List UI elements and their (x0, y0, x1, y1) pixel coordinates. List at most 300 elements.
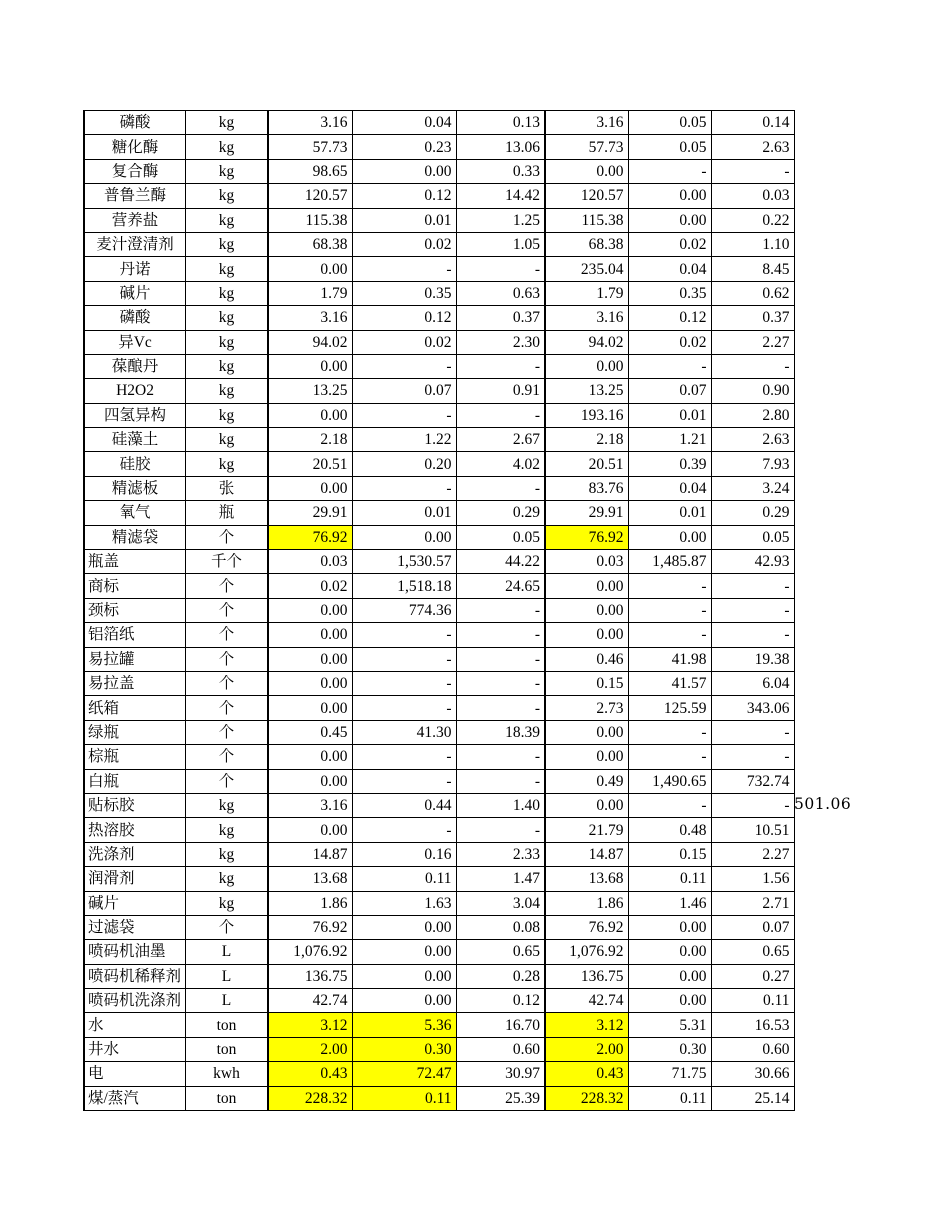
value-cell[interactable]: 0.60 (456, 1037, 545, 1061)
value-cell[interactable]: - (456, 647, 545, 671)
item-name-cell[interactable]: 润滑剂 (84, 867, 186, 891)
value-cell[interactable]: 1.63 (352, 891, 456, 915)
value-cell[interactable]: 0.00 (628, 184, 711, 208)
unit-cell[interactable]: 个 (186, 598, 269, 622)
item-name-cell[interactable]: 碱片 (84, 891, 186, 915)
value-cell[interactable]: - (628, 793, 711, 817)
value-cell[interactable]: - (352, 647, 456, 671)
unit-cell[interactable]: kg (186, 403, 269, 427)
value-cell[interactable]: 0.33 (456, 159, 545, 183)
value-cell[interactable]: 0.03 (268, 550, 352, 574)
item-name-cell[interactable]: 白瓶 (84, 769, 186, 793)
unit-cell[interactable]: L (186, 964, 269, 988)
value-cell[interactable]: - (628, 623, 711, 647)
value-cell[interactable]: 3.16 (268, 306, 352, 330)
value-cell[interactable]: 136.75 (268, 964, 352, 988)
item-name-cell[interactable]: 糖化酶 (84, 135, 186, 159)
value-cell[interactable]: 2.18 (545, 428, 628, 452)
value-cell[interactable]: 2.00 (268, 1037, 352, 1061)
value-cell[interactable]: 0.49 (545, 769, 628, 793)
value-cell[interactable]: - (711, 720, 794, 744)
unit-cell[interactable]: kg (186, 306, 269, 330)
item-name-cell[interactable]: 热溶胶 (84, 818, 186, 842)
value-cell[interactable]: 2.73 (545, 696, 628, 720)
unit-cell[interactable]: ton (186, 1086, 269, 1110)
value-cell[interactable]: 0.08 (456, 915, 545, 939)
value-cell[interactable]: 0.05 (456, 525, 545, 549)
item-name-cell[interactable]: 磷酸 (84, 306, 186, 330)
item-name-cell[interactable]: 商标 (84, 574, 186, 598)
value-cell[interactable]: 0.11 (628, 1086, 711, 1110)
value-cell[interactable]: 30.97 (456, 1062, 545, 1086)
value-cell[interactable]: 1,485.87 (628, 550, 711, 574)
item-name-cell[interactable]: 铝箔纸 (84, 623, 186, 647)
value-cell[interactable]: 3.24 (711, 476, 794, 500)
value-cell[interactable]: 0.00 (545, 159, 628, 183)
item-name-cell[interactable]: 碱片 (84, 281, 186, 305)
item-name-cell[interactable]: 绿瓶 (84, 720, 186, 744)
value-cell[interactable]: 774.36 (352, 598, 456, 622)
value-cell[interactable]: 0.13 (456, 111, 545, 135)
unit-cell[interactable]: 个 (186, 769, 269, 793)
value-cell[interactable]: 0.02 (628, 330, 711, 354)
value-cell[interactable]: 0.01 (352, 501, 456, 525)
unit-cell[interactable]: 个 (186, 647, 269, 671)
unit-cell[interactable]: kg (186, 842, 269, 866)
value-cell[interactable]: 25.39 (456, 1086, 545, 1110)
value-cell[interactable]: 1.79 (545, 281, 628, 305)
value-cell[interactable]: - (352, 623, 456, 647)
unit-cell[interactable]: 个 (186, 915, 269, 939)
value-cell[interactable]: - (711, 745, 794, 769)
value-cell[interactable]: 0.00 (268, 647, 352, 671)
value-cell[interactable]: 1.21 (628, 428, 711, 452)
value-cell[interactable]: 0.04 (352, 111, 456, 135)
value-cell[interactable]: 0.01 (628, 403, 711, 427)
value-cell[interactable]: 71.75 (628, 1062, 711, 1086)
value-cell[interactable]: 4.02 (456, 452, 545, 476)
value-cell[interactable]: 2.67 (456, 428, 545, 452)
value-cell[interactable]: 0.65 (456, 940, 545, 964)
value-cell[interactable]: 0.00 (268, 403, 352, 427)
value-cell[interactable]: - (352, 671, 456, 695)
value-cell[interactable]: - (711, 159, 794, 183)
item-name-cell[interactable]: 磷酸 (84, 111, 186, 135)
value-cell[interactable]: 0.00 (545, 623, 628, 647)
value-cell[interactable]: - (456, 476, 545, 500)
value-cell[interactable]: 193.16 (545, 403, 628, 427)
value-cell[interactable]: 83.76 (545, 476, 628, 500)
value-cell[interactable]: 0.16 (352, 842, 456, 866)
value-cell[interactable]: 0.00 (545, 793, 628, 817)
value-cell[interactable]: - (628, 159, 711, 183)
value-cell[interactable]: - (628, 574, 711, 598)
value-cell[interactable]: 0.30 (352, 1037, 456, 1061)
item-name-cell[interactable]: 喷码机稀释剂 (84, 964, 186, 988)
value-cell[interactable]: 14.42 (456, 184, 545, 208)
value-cell[interactable]: 1.86 (545, 891, 628, 915)
value-cell[interactable]: 0.02 (268, 574, 352, 598)
value-cell[interactable]: 0.22 (711, 208, 794, 232)
value-cell[interactable]: 72.47 (352, 1062, 456, 1086)
unit-cell[interactable]: 瓶 (186, 501, 269, 525)
value-cell[interactable]: 1,530.57 (352, 550, 456, 574)
value-cell[interactable]: 0.29 (711, 501, 794, 525)
unit-cell[interactable]: L (186, 940, 269, 964)
value-cell[interactable]: 0.00 (352, 989, 456, 1013)
item-name-cell[interactable]: H2O2 (84, 379, 186, 403)
value-cell[interactable]: 0.44 (352, 793, 456, 817)
value-cell[interactable]: 0.01 (628, 501, 711, 525)
value-cell[interactable]: 24.65 (456, 574, 545, 598)
value-cell[interactable]: 57.73 (268, 135, 352, 159)
value-cell[interactable]: 76.92 (545, 525, 628, 549)
value-cell[interactable]: 0.63 (456, 281, 545, 305)
value-cell[interactable]: 0.43 (545, 1062, 628, 1086)
unit-cell[interactable]: kg (186, 330, 269, 354)
item-name-cell[interactable]: 四氢异构 (84, 403, 186, 427)
value-cell[interactable]: 0.00 (268, 623, 352, 647)
value-cell[interactable]: 13.68 (268, 867, 352, 891)
unit-cell[interactable]: kg (186, 818, 269, 842)
value-cell[interactable]: 2.30 (456, 330, 545, 354)
value-cell[interactable]: 0.20 (352, 452, 456, 476)
value-cell[interactable]: 0.11 (628, 867, 711, 891)
unit-cell[interactable]: kg (186, 257, 269, 281)
value-cell[interactable]: 2.71 (711, 891, 794, 915)
value-cell[interactable]: - (456, 769, 545, 793)
value-cell[interactable]: - (352, 403, 456, 427)
value-cell[interactable]: 0.60 (711, 1037, 794, 1061)
value-cell[interactable]: 0.12 (628, 306, 711, 330)
value-cell[interactable]: 3.12 (545, 1013, 628, 1037)
value-cell[interactable]: 0.23 (352, 135, 456, 159)
value-cell[interactable]: 0.00 (352, 940, 456, 964)
value-cell[interactable]: 20.51 (545, 452, 628, 476)
value-cell[interactable]: 0.04 (628, 476, 711, 500)
value-cell[interactable]: 228.32 (545, 1086, 628, 1110)
value-cell[interactable]: 0.03 (545, 550, 628, 574)
value-cell[interactable]: 0.11 (711, 989, 794, 1013)
item-name-cell[interactable]: 硅藻土 (84, 428, 186, 452)
value-cell[interactable]: - (352, 769, 456, 793)
item-name-cell[interactable]: 麦汁澄清剂 (84, 232, 186, 256)
item-name-cell[interactable]: 瓶盖 (84, 550, 186, 574)
value-cell[interactable]: 6.04 (711, 671, 794, 695)
value-cell[interactable]: 0.45 (268, 720, 352, 744)
value-cell[interactable]: 0.43 (268, 1062, 352, 1086)
value-cell[interactable]: - (456, 354, 545, 378)
value-cell[interactable]: 0.00 (268, 354, 352, 378)
value-cell[interactable]: 1,076.92 (268, 940, 352, 964)
value-cell[interactable]: 1.05 (456, 232, 545, 256)
item-name-cell[interactable]: 营养盐 (84, 208, 186, 232)
value-cell[interactable]: 68.38 (545, 232, 628, 256)
value-cell[interactable]: 0.00 (545, 745, 628, 769)
item-name-cell[interactable]: 氧气 (84, 501, 186, 525)
value-cell[interactable]: 0.12 (456, 989, 545, 1013)
value-cell[interactable]: 1.22 (352, 428, 456, 452)
value-cell[interactable]: 0.00 (268, 818, 352, 842)
value-cell[interactable]: 0.11 (352, 867, 456, 891)
value-cell[interactable]: 30.66 (711, 1062, 794, 1086)
item-name-cell[interactable]: 硅胶 (84, 452, 186, 476)
item-name-cell[interactable]: 易拉罐 (84, 647, 186, 671)
value-cell[interactable]: 0.00 (628, 964, 711, 988)
value-cell[interactable]: 0.15 (628, 842, 711, 866)
unit-cell[interactable]: 个 (186, 720, 269, 744)
value-cell[interactable]: 41.57 (628, 671, 711, 695)
item-name-cell[interactable]: 精滤板 (84, 476, 186, 500)
value-cell[interactable]: - (352, 257, 456, 281)
value-cell[interactable]: - (628, 720, 711, 744)
value-cell[interactable]: 0.02 (628, 232, 711, 256)
value-cell[interactable]: 76.92 (268, 525, 352, 549)
value-cell[interactable]: 0.00 (628, 208, 711, 232)
value-cell[interactable]: 0.01 (352, 208, 456, 232)
value-cell[interactable]: 0.11 (352, 1086, 456, 1110)
value-cell[interactable]: - (456, 696, 545, 720)
item-name-cell[interactable]: 复合酶 (84, 159, 186, 183)
value-cell[interactable]: 125.59 (628, 696, 711, 720)
value-cell[interactable]: 0.28 (456, 964, 545, 988)
item-name-cell[interactable]: 喷码机洗涤剂 (84, 989, 186, 1013)
unit-cell[interactable]: kg (186, 354, 269, 378)
value-cell[interactable]: 0.00 (545, 354, 628, 378)
value-cell[interactable]: 0.12 (352, 306, 456, 330)
value-cell[interactable]: 2.63 (711, 135, 794, 159)
value-cell[interactable]: 0.04 (628, 257, 711, 281)
unit-cell[interactable]: kwh (186, 1062, 269, 1086)
value-cell[interactable]: 0.00 (268, 476, 352, 500)
value-cell[interactable]: 68.38 (268, 232, 352, 256)
value-cell[interactable]: 2.63 (711, 428, 794, 452)
value-cell[interactable]: 3.12 (268, 1013, 352, 1037)
value-cell[interactable]: 115.38 (268, 208, 352, 232)
value-cell[interactable]: 0.05 (711, 525, 794, 549)
value-cell[interactable]: 1.25 (456, 208, 545, 232)
value-cell[interactable]: - (456, 818, 545, 842)
unit-cell[interactable]: kg (186, 232, 269, 256)
unit-cell[interactable]: kg (186, 793, 269, 817)
value-cell[interactable]: 136.75 (545, 964, 628, 988)
item-name-cell[interactable]: 喷码机油墨 (84, 940, 186, 964)
unit-cell[interactable]: 千个 (186, 550, 269, 574)
value-cell[interactable]: - (352, 476, 456, 500)
value-cell[interactable]: 0.00 (268, 745, 352, 769)
value-cell[interactable]: 0.39 (628, 452, 711, 476)
value-cell[interactable]: - (352, 354, 456, 378)
value-cell[interactable]: 29.91 (545, 501, 628, 525)
unit-cell[interactable]: kg (186, 184, 269, 208)
value-cell[interactable]: - (456, 745, 545, 769)
value-cell[interactable]: 0.07 (711, 915, 794, 939)
item-name-cell[interactable]: 水 (84, 1013, 186, 1037)
value-cell[interactable]: 1.10 (711, 232, 794, 256)
value-cell[interactable]: 5.36 (352, 1013, 456, 1037)
value-cell[interactable]: 0.00 (352, 964, 456, 988)
value-cell[interactable]: 10.51 (711, 818, 794, 842)
value-cell[interactable]: - (456, 623, 545, 647)
value-cell[interactable]: 0.00 (352, 159, 456, 183)
value-cell[interactable]: 0.37 (711, 306, 794, 330)
unit-cell[interactable]: 张 (186, 476, 269, 500)
value-cell[interactable]: 0.07 (352, 379, 456, 403)
value-cell[interactable]: 2.33 (456, 842, 545, 866)
value-cell[interactable]: 0.14 (711, 111, 794, 135)
value-cell[interactable]: 18.39 (456, 720, 545, 744)
value-cell[interactable]: 0.02 (352, 330, 456, 354)
item-name-cell[interactable]: 精滤袋 (84, 525, 186, 549)
value-cell[interactable]: - (628, 354, 711, 378)
value-cell[interactable]: - (711, 623, 794, 647)
unit-cell[interactable]: kg (186, 281, 269, 305)
value-cell[interactable]: 0.05 (628, 111, 711, 135)
unit-cell[interactable]: kg (186, 379, 269, 403)
value-cell[interactable]: 1.86 (268, 891, 352, 915)
value-cell[interactable]: 0.62 (711, 281, 794, 305)
value-cell[interactable]: 0.27 (711, 964, 794, 988)
value-cell[interactable]: 44.22 (456, 550, 545, 574)
value-cell[interactable]: 3.16 (545, 111, 628, 135)
unit-cell[interactable]: 个 (186, 623, 269, 647)
value-cell[interactable]: 343.06 (711, 696, 794, 720)
value-cell[interactable]: 2.00 (545, 1037, 628, 1061)
unit-cell[interactable]: kg (186, 891, 269, 915)
value-cell[interactable]: 98.65 (268, 159, 352, 183)
unit-cell[interactable]: kg (186, 208, 269, 232)
value-cell[interactable]: 0.07 (628, 379, 711, 403)
value-cell[interactable]: 1.46 (628, 891, 711, 915)
item-name-cell[interactable]: 井水 (84, 1037, 186, 1061)
value-cell[interactable]: 0.05 (628, 135, 711, 159)
value-cell[interactable]: 0.91 (456, 379, 545, 403)
value-cell[interactable]: 120.57 (268, 184, 352, 208)
value-cell[interactable]: 21.79 (545, 818, 628, 842)
item-name-cell[interactable]: 颈标 (84, 598, 186, 622)
value-cell[interactable]: 228.32 (268, 1086, 352, 1110)
value-cell[interactable]: 1.40 (456, 793, 545, 817)
value-cell[interactable]: 3.04 (456, 891, 545, 915)
item-name-cell[interactable]: 纸箱 (84, 696, 186, 720)
value-cell[interactable]: 8.45 (711, 257, 794, 281)
unit-cell[interactable]: 个 (186, 745, 269, 769)
value-cell[interactable]: 0.35 (628, 281, 711, 305)
value-cell[interactable]: 1.79 (268, 281, 352, 305)
value-cell[interactable]: 0.37 (456, 306, 545, 330)
item-name-cell[interactable]: 洗涤剂 (84, 842, 186, 866)
item-name-cell[interactable]: 异Vc (84, 330, 186, 354)
value-cell[interactable]: 0.15 (545, 671, 628, 695)
value-cell[interactable]: - (711, 793, 794, 817)
value-cell[interactable]: 2.18 (268, 428, 352, 452)
unit-cell[interactable]: kg (186, 159, 269, 183)
value-cell[interactable]: 41.98 (628, 647, 711, 671)
value-cell[interactable]: 0.00 (628, 915, 711, 939)
value-cell[interactable]: 0.29 (456, 501, 545, 525)
value-cell[interactable]: 0.00 (545, 720, 628, 744)
value-cell[interactable]: - (352, 818, 456, 842)
value-cell[interactable]: 13.68 (545, 867, 628, 891)
unit-cell[interactable]: ton (186, 1037, 269, 1061)
value-cell[interactable]: 94.02 (545, 330, 628, 354)
item-name-cell[interactable]: 葆酿丹 (84, 354, 186, 378)
item-name-cell[interactable]: 丹诺 (84, 257, 186, 281)
value-cell[interactable]: 2.27 (711, 842, 794, 866)
item-name-cell[interactable]: 普鲁兰酶 (84, 184, 186, 208)
value-cell[interactable]: - (711, 354, 794, 378)
value-cell[interactable]: 0.00 (268, 598, 352, 622)
value-cell[interactable]: 1,490.65 (628, 769, 711, 793)
value-cell[interactable]: 0.00 (628, 989, 711, 1013)
value-cell[interactable]: 16.70 (456, 1013, 545, 1037)
value-cell[interactable]: 42.74 (268, 989, 352, 1013)
value-cell[interactable]: - (456, 403, 545, 427)
item-name-cell[interactable]: 贴标胶 (84, 793, 186, 817)
value-cell[interactable]: 235.04 (545, 257, 628, 281)
unit-cell[interactable]: kg (186, 428, 269, 452)
unit-cell[interactable]: ton (186, 1013, 269, 1037)
value-cell[interactable]: 42.74 (545, 989, 628, 1013)
value-cell[interactable]: 2.80 (711, 403, 794, 427)
value-cell[interactable]: 0.46 (545, 647, 628, 671)
value-cell[interactable]: 0.12 (352, 184, 456, 208)
value-cell[interactable]: 42.93 (711, 550, 794, 574)
unit-cell[interactable]: 个 (186, 671, 269, 695)
value-cell[interactable]: 19.38 (711, 647, 794, 671)
value-cell[interactable]: 0.65 (711, 940, 794, 964)
item-name-cell[interactable]: 易拉盖 (84, 671, 186, 695)
value-cell[interactable]: 14.87 (268, 842, 352, 866)
value-cell[interactable]: 13.25 (545, 379, 628, 403)
value-cell[interactable]: 115.38 (545, 208, 628, 232)
value-cell[interactable]: 0.90 (711, 379, 794, 403)
value-cell[interactable]: 3.16 (268, 111, 352, 135)
value-cell[interactable]: 14.87 (545, 842, 628, 866)
item-name-cell[interactable]: 电 (84, 1062, 186, 1086)
value-cell[interactable]: 1,076.92 (545, 940, 628, 964)
value-cell[interactable]: 0.35 (352, 281, 456, 305)
value-cell[interactable]: 41.30 (352, 720, 456, 744)
value-cell[interactable]: 0.00 (352, 525, 456, 549)
value-cell[interactable]: 0.00 (268, 257, 352, 281)
value-cell[interactable]: 1,518.18 (352, 574, 456, 598)
unit-cell[interactable]: 个 (186, 525, 269, 549)
value-cell[interactable]: 25.14 (711, 1086, 794, 1110)
value-cell[interactable]: 16.53 (711, 1013, 794, 1037)
value-cell[interactable]: 76.92 (545, 915, 628, 939)
item-name-cell[interactable]: 煤/蒸汽 (84, 1086, 186, 1110)
value-cell[interactable]: - (456, 257, 545, 281)
value-cell[interactable]: 732.74 (711, 769, 794, 793)
unit-cell[interactable]: kg (186, 111, 269, 135)
unit-cell[interactable]: kg (186, 867, 269, 891)
value-cell[interactable]: 20.51 (268, 452, 352, 476)
value-cell[interactable]: 0.00 (628, 940, 711, 964)
unit-cell[interactable]: 个 (186, 696, 269, 720)
value-cell[interactable]: 13.25 (268, 379, 352, 403)
value-cell[interactable]: 29.91 (268, 501, 352, 525)
value-cell[interactable]: 1.47 (456, 867, 545, 891)
value-cell[interactable]: 94.02 (268, 330, 352, 354)
value-cell[interactable]: 0.00 (352, 915, 456, 939)
item-name-cell[interactable]: 棕瓶 (84, 745, 186, 769)
value-cell[interactable]: 120.57 (545, 184, 628, 208)
value-cell[interactable]: - (456, 598, 545, 622)
value-cell[interactable]: 0.00 (268, 769, 352, 793)
value-cell[interactable]: 5.31 (628, 1013, 711, 1037)
value-cell[interactable]: 0.00 (268, 696, 352, 720)
